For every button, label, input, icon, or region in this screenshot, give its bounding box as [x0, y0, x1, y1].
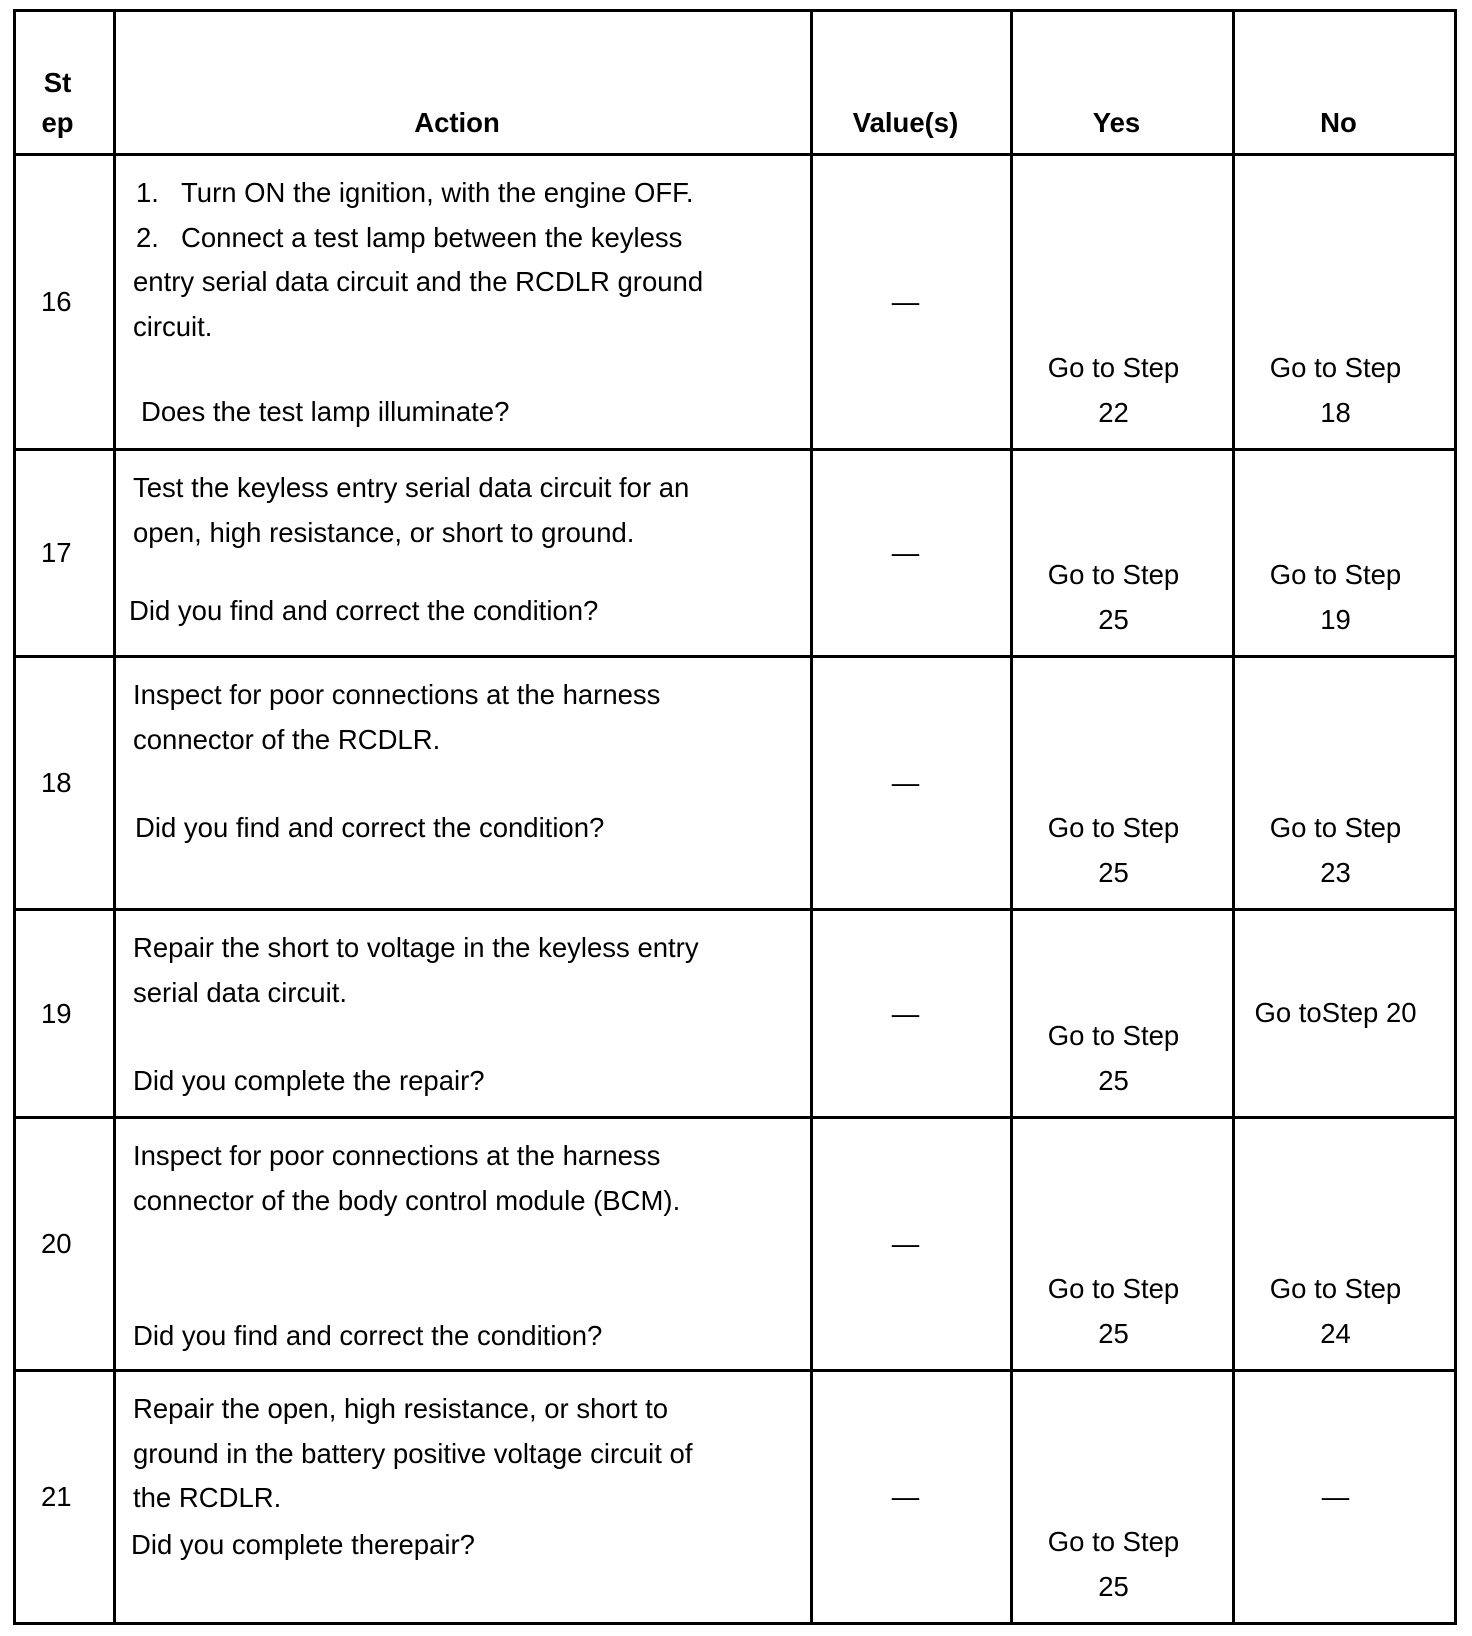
value-text: —: [891, 286, 920, 317]
step-cell: [16, 658, 113, 908]
no-cell: [1235, 911, 1454, 1116]
step-number: 18: [41, 767, 72, 798]
step-cell: [16, 1119, 113, 1369]
no-line: Go to Step: [1269, 812, 1402, 843]
yes-line: 22: [1098, 396, 1129, 428]
action-question: Did you find and correct the condition?: [133, 1320, 603, 1351]
yes-line: Go to Step: [1047, 1273, 1180, 1304]
action-line: the RCDLR.: [133, 1482, 282, 1513]
action-line: serial data circuit.: [133, 976, 347, 1008]
step-number: 17: [41, 537, 72, 568]
action-line: ground in the battery positive voltage circuit of: [133, 1437, 693, 1469]
yes-line: 25: [1098, 603, 1129, 635]
action-line: Repair the open, high resistance, or short to: [133, 1393, 669, 1424]
action-question: Did you find and correct the condition?: [135, 812, 605, 843]
list-number: 1.: [136, 177, 159, 208]
step-cell: [16, 1372, 113, 1622]
action-list-item: [133, 216, 810, 261]
action-question: Does the test lamp illuminate?: [141, 396, 510, 427]
value-cell: [813, 451, 1010, 655]
yes-line: 25: [1098, 1317, 1129, 1349]
no-cell: [1235, 658, 1454, 908]
action-question: Did you find and correct the condition?: [129, 595, 599, 626]
header-yes: Yes: [1013, 12, 1232, 153]
yes-cell: [1013, 658, 1232, 908]
yes-line: 25: [1098, 1064, 1129, 1096]
action-list-item: [133, 171, 810, 216]
action-line: connector of the body control module (BCM).: [133, 1184, 681, 1216]
action-line: entry serial data circuit and the RCDLR ground: [133, 266, 704, 297]
no-line: —: [1321, 1480, 1350, 1512]
action-cell: [116, 1372, 810, 1622]
header-values: Value(s): [813, 12, 1010, 153]
action-line: open, high resistance, or short to ground.: [133, 516, 635, 548]
action-cell: [116, 658, 810, 908]
action-line: Test the keyless entry serial data circuit for an: [133, 472, 690, 503]
no-cell: [1235, 156, 1454, 448]
no-cell: [1235, 1119, 1454, 1369]
header-step-line: St: [43, 67, 72, 98]
header-action: Action: [116, 12, 810, 153]
no-line: 23: [1320, 856, 1351, 888]
step-cell: [16, 156, 113, 448]
action-question: Did you complete the repair?: [133, 1065, 485, 1096]
yes-line: Go to Step: [1047, 559, 1180, 590]
yes-cell: [1013, 911, 1232, 1116]
no-cell: [1235, 1372, 1454, 1622]
action-line: circuit.: [133, 310, 213, 342]
value-cell: [813, 1119, 1010, 1369]
diagnostic-table: [13, 9, 1457, 1625]
value-cell: [813, 658, 1010, 908]
yes-line: Go to Step: [1047, 812, 1180, 843]
header-no: No: [1235, 12, 1454, 153]
value-cell: [813, 1372, 1010, 1622]
action-question: Did you complete therepair?: [131, 1528, 475, 1560]
value-text: —: [891, 997, 920, 1029]
step-number: 21: [41, 1481, 72, 1512]
value-cell: [813, 911, 1010, 1116]
action-cell: [116, 451, 810, 655]
yes-line: 25: [1098, 1570, 1129, 1602]
yes-line: Go to Step: [1047, 1020, 1180, 1051]
step-number: 20: [41, 1228, 72, 1259]
step-number: 19: [41, 997, 72, 1029]
action-line: Repair the short to voltage in the keyless entry: [133, 932, 699, 963]
action-cell: [116, 156, 810, 448]
action-cell: [116, 1119, 810, 1369]
no-cell: [1235, 451, 1454, 655]
no-line: Go to Step: [1269, 559, 1402, 590]
action-line: Inspect for poor connections at the harness: [133, 679, 661, 710]
yes-cell: [1013, 1372, 1232, 1622]
no-line: 19: [1320, 603, 1351, 635]
no-line: 18: [1320, 396, 1351, 428]
value-text: —: [891, 537, 920, 568]
step-cell: [16, 911, 113, 1116]
no-line: Go to Step: [1269, 352, 1402, 383]
value-cell: [813, 156, 1010, 448]
yes-cell: [1013, 451, 1232, 655]
step-number: 16: [41, 286, 72, 317]
step-cell: [16, 451, 113, 655]
no-line: 24: [1320, 1317, 1351, 1349]
header-step: [16, 12, 113, 153]
value-text: —: [891, 1481, 920, 1512]
list-text: Turn ON the ignition, with the engine OFF.: [181, 177, 694, 208]
list-number: 2.: [136, 221, 159, 253]
yes-line: Go to Step: [1047, 352, 1180, 383]
list-text: Connect a test lamp between the keyless: [181, 221, 683, 253]
no-line: Go toStep 20: [1254, 997, 1417, 1029]
yes-line: Go to Step: [1047, 1526, 1180, 1557]
yes-cell: [1013, 156, 1232, 448]
yes-line: 25: [1098, 856, 1129, 888]
action-line: Inspect for poor connections at the harness: [133, 1140, 661, 1171]
action-cell: [116, 911, 810, 1116]
no-line: Go to Step: [1269, 1273, 1402, 1304]
value-text: —: [891, 767, 920, 798]
header-step-line: ep: [41, 107, 74, 138]
yes-cell: [1013, 1119, 1232, 1369]
value-text: —: [891, 1228, 920, 1259]
action-line: connector of the RCDLR.: [133, 723, 441, 755]
